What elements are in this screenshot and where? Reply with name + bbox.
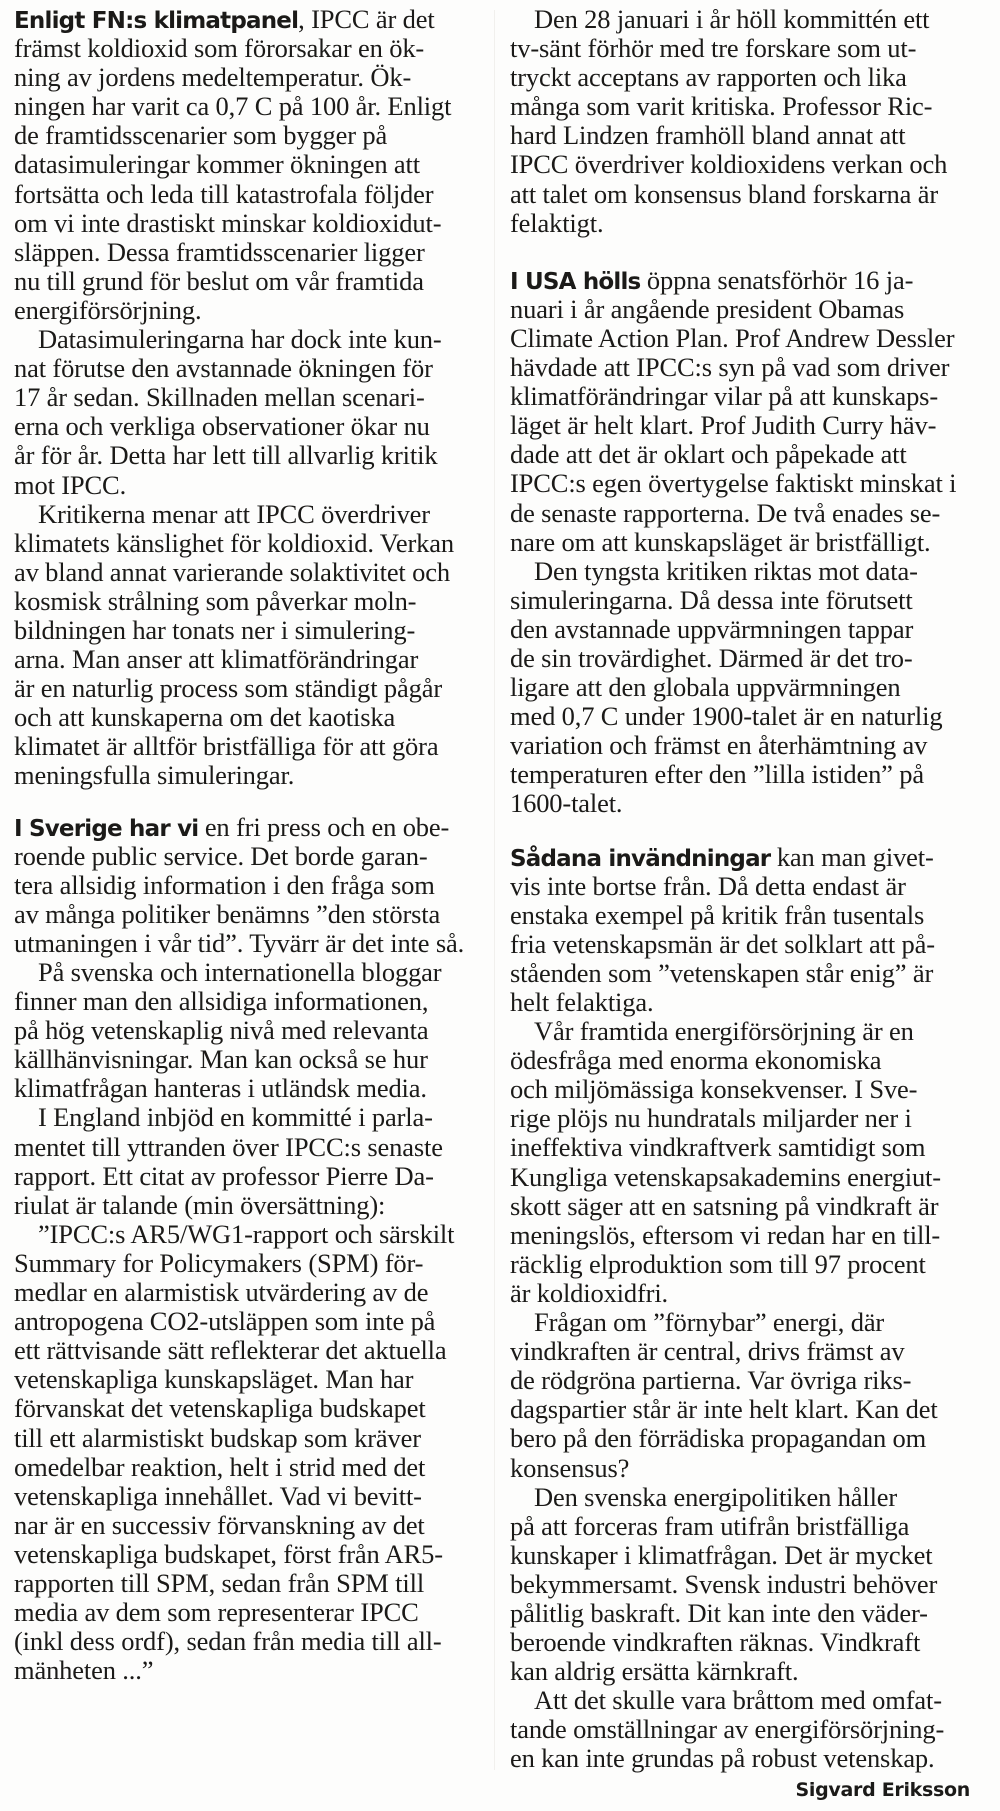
section-spacer bbox=[510, 238, 988, 266]
article-line: klimatfrågan hanteras i utländsk media. bbox=[14, 1073, 427, 1104]
article-line: Kungliga vetenskapsakademins energiut- bbox=[510, 1161, 941, 1192]
left-column bbox=[14, 0, 484, 1685]
article-line: Kritikerna menar att IPCC överdriver bbox=[38, 498, 430, 529]
article-line: ödesfråga med enorma ekonomiska bbox=[510, 1045, 882, 1076]
article-line: fria vetenskapsmän är det solklart att på- bbox=[510, 928, 935, 959]
article-line: simuleringarna. Då dessa inte förutsett bbox=[510, 584, 913, 615]
article-line: roende public service. Det borde garan- bbox=[14, 840, 428, 871]
article-line: erna och verkliga observationer ökar nu bbox=[14, 411, 430, 442]
article-line: variation och främst en återhämtning av bbox=[510, 730, 928, 761]
line-text: en fri press och en obe- bbox=[198, 811, 450, 842]
article-line: konsensus? bbox=[510, 1452, 630, 1483]
article-line: nuari i år angående president Obamas bbox=[510, 293, 905, 324]
article-line: på att forceras fram utifrån bristfälliga bbox=[510, 1510, 910, 1541]
article-line: beroende vindkraften räknas. Vindkraft bbox=[510, 1627, 921, 1658]
quote-line: till ett alarmistiskt budskap som kräver bbox=[14, 1422, 421, 1453]
article-line: Vår framtida energiförsörjning är en bbox=[534, 1016, 914, 1047]
article-line: datasimuleringar kommer ökningen att bbox=[14, 149, 420, 180]
section-spacer bbox=[14, 791, 484, 813]
article-line: skott säger att en satsning på vindkraft är bbox=[510, 1190, 939, 1221]
article-line: tera allsidig information i den fråga som bbox=[14, 869, 435, 900]
article-line: riulat är talande (min översättning): bbox=[14, 1189, 386, 1220]
article-line: läget är helt klart. Prof Judith Curry häv- bbox=[510, 410, 937, 441]
article-line: ningen har varit ca 0,7 C på 100 år. Enligt bbox=[14, 91, 452, 122]
line-text: öppna senatsförhör 16 ja- bbox=[640, 264, 914, 295]
article-line: de rödgröna partierna. Var övriga riks- bbox=[510, 1365, 912, 1396]
article-line: klimatets känslighet för koldioxid. Verkan bbox=[14, 527, 454, 558]
article-line bbox=[14, 5, 484, 34]
article-line: nare om att kunskapsläget är bristfälligt. bbox=[510, 526, 931, 557]
article-line: Datasimuleringarna har dock inte kun- bbox=[38, 324, 442, 355]
quote-line: omedelbar reaktion, helt i strid med det bbox=[14, 1451, 426, 1482]
article-line: rige plöjs nu hundratals miljarder ner i bbox=[510, 1103, 912, 1134]
quote-line: ett rättvisande sätt reflekterar det aktuella bbox=[14, 1335, 447, 1366]
article-line: IPCC överdriver koldioxidens verkan och bbox=[510, 149, 948, 180]
article-line: rapport. Ett citat av professor Pierre Da- bbox=[14, 1160, 434, 1191]
quote-line: nar är en successiv förvanskning av det bbox=[14, 1509, 425, 1540]
quote-line: medlar en alarmistisk utvärdering av de bbox=[14, 1277, 429, 1308]
article-line: IPCC:s egen övertygelse faktiskt minskat i bbox=[510, 468, 957, 499]
section-spacer bbox=[510, 819, 988, 843]
article-line: meningsfulla simuleringar. bbox=[14, 760, 295, 791]
article-line: och miljömässiga konsekvenser. I Sve- bbox=[510, 1074, 918, 1105]
quote-line: (inkl dess ordf), sedan från media till all- bbox=[14, 1626, 442, 1657]
article-line: av bland annat varierande solaktivitet och bbox=[14, 556, 450, 587]
article-line: bildningen har tonats ner i simulering- bbox=[14, 614, 416, 645]
article-line: av många politiker benämns ”den största bbox=[14, 898, 441, 929]
article-line: kan aldrig ersätta kärnkraft. bbox=[510, 1656, 799, 1687]
article-line: den avstannade uppvärmningen tappar bbox=[510, 613, 914, 644]
article-line bbox=[510, 266, 988, 295]
article-line: källhänvisningar. Man kan också se hur bbox=[14, 1044, 428, 1075]
article-line: På svenska och internationella bloggar bbox=[38, 957, 442, 987]
article-line: klimatet är alltför bristfälliga för att göra bbox=[14, 731, 439, 762]
article-line: om vi inte drastiskt minskar koldioxidut- bbox=[14, 207, 442, 238]
article-line: de sin trovärdighet. Därmed är det tro- bbox=[510, 642, 913, 673]
article-line: mentet till yttranden över IPCC:s senaste bbox=[14, 1131, 443, 1162]
article-line: tande omställningar av energiförsörjning- bbox=[510, 1714, 945, 1745]
line-text: kan man givet- bbox=[770, 841, 934, 872]
lead-in-heading: I USA hölls bbox=[510, 268, 641, 295]
article-line: främst koldioxid som förorsakar en ök- bbox=[14, 33, 425, 64]
article-line: en kan inte grundas på robust vetenskap. bbox=[510, 1743, 935, 1774]
section-invandningar bbox=[510, 843, 988, 1774]
quote-line: ”IPCC:s AR5/WG1-rapport och särskilt bbox=[38, 1218, 455, 1249]
section-ipcc bbox=[14, 5, 484, 791]
article-line: bero på den förrädiska propagandan om bbox=[510, 1423, 927, 1454]
article-line: vis inte bortse från. Då detta endast är bbox=[510, 870, 906, 901]
article-line: helt felaktiga. bbox=[510, 987, 654, 1017]
article-line: och att kunskaperna om det kaotiska bbox=[14, 702, 396, 733]
article-line: Frågan om ”förnybar” energi, där bbox=[534, 1307, 885, 1338]
quote-line: vetenskapliga budskapet, först från AR5- bbox=[14, 1538, 443, 1569]
article-line: nu till grund för beslut om vår framtida bbox=[14, 265, 424, 296]
article-line: ligare att den globala uppvärmningen bbox=[510, 672, 901, 703]
quote-line: förvanskat det vetenskapliga budskapet bbox=[14, 1393, 426, 1424]
article-line: Den tyngsta kritiken riktas mot data- bbox=[534, 555, 918, 586]
article-line: hävdade att IPCC:s syn på vad som driver bbox=[510, 352, 950, 383]
article-line: de framtidsscenarier som bygger på bbox=[14, 120, 388, 151]
article-line: klimatförändringar vilar på att kunskaps- bbox=[510, 381, 939, 412]
article-line: hard Lindzen framhöll bland annat att bbox=[510, 120, 906, 151]
article-line: de senaste rapporterna. De två enades se- bbox=[510, 497, 941, 528]
article-line: ståenden som ”vetenskapen står enig” är bbox=[510, 957, 934, 988]
article-line: Att det skulle vara bråttom med omfat- bbox=[534, 1685, 942, 1716]
article-line: energiförsörjning. bbox=[14, 294, 202, 325]
quote-line: vetenskapliga innehållet. Vad vi bevitt- bbox=[14, 1480, 422, 1511]
article-line: kunskaper i klimatfrågan. Det är mycket bbox=[510, 1539, 933, 1570]
quote-line: vetenskapliga kunskapsläget. Man har bbox=[14, 1364, 414, 1395]
author-byline: Sigvard Eriksson bbox=[795, 1778, 970, 1801]
lead-in-heading: Sådana invändningar bbox=[510, 845, 771, 872]
article-line: I England inbjöd en kommitté i parla- bbox=[38, 1102, 433, 1133]
article-line: Den 28 januari i år höll kommittén ett bbox=[534, 4, 930, 34]
article-line: ineffektiva vindkraftverk samtidigt som bbox=[510, 1132, 926, 1163]
article-line: felaktigt. bbox=[510, 207, 604, 238]
article-line: pålitlig baskraft. Dit kan inte den väder- bbox=[510, 1597, 928, 1628]
article-line: på hög vetenskaplig nivå med relevanta bbox=[14, 1015, 429, 1046]
article-line: mot IPCC. bbox=[14, 469, 127, 500]
article-line: många som varit kritiska. Professor Ric- bbox=[510, 91, 933, 122]
article-line: ning av jordens medeltemperatur. Ök- bbox=[14, 62, 412, 93]
article-line: är koldioxidfri. bbox=[510, 1277, 669, 1308]
article-line: utmaningen i vår tid”. Tyvärr är det inte så. bbox=[14, 927, 465, 958]
article-line: med 0,7 C under 1900-talet är en naturlig bbox=[510, 701, 943, 732]
quote-line: mänheten ...” bbox=[14, 1655, 154, 1686]
article-line: tv-sänt förhör med tre forskare som ut- bbox=[510, 33, 917, 64]
article-line: dade att det är oklart och påpekade att bbox=[510, 439, 907, 470]
article-line: kosmisk strålning som påverkar moln- bbox=[14, 585, 417, 616]
article-line: temperaturen efter den ”lilla istiden” på bbox=[510, 759, 924, 790]
quote-line: rapporten till SPM, sedan från SPM till bbox=[14, 1567, 425, 1598]
article-line: år för år. Detta har lett till allvarlig kritik bbox=[14, 440, 438, 471]
article-line: är en naturlig process som ständigt pågår bbox=[14, 673, 443, 704]
article-line: dagspartier står är inte helt klart. Kan det bbox=[510, 1394, 938, 1425]
article-line: vindkraften är central, drivs främst av bbox=[510, 1336, 905, 1367]
article-line bbox=[510, 843, 988, 872]
section-sverige bbox=[14, 813, 484, 1686]
article-line: finner man den allsidiga informationen, bbox=[14, 986, 429, 1017]
line-text: , IPCC är det bbox=[298, 4, 435, 34]
article-line: räcklig elproduktion som till 97 procent bbox=[510, 1248, 926, 1279]
column-gutter bbox=[494, 10, 495, 1770]
lead-in-heading: Enligt FN:s klimatpanel bbox=[14, 8, 299, 34]
article-line: meningslös, eftersom vi redan har en till- bbox=[510, 1219, 941, 1250]
article-line: arna. Man anser att klimatförändringar bbox=[14, 644, 419, 675]
lead-in-heading: I Sverige har vi bbox=[14, 815, 199, 842]
article-line: Den svenska energipolitiken håller bbox=[534, 1481, 898, 1512]
article-line: att talet om konsensus bland forskarna är bbox=[510, 178, 939, 209]
article-line: Climate Action Plan. Prof Andrew Dessler bbox=[510, 322, 955, 353]
article-line: släppen. Dessa framtidsscenarier ligger bbox=[14, 236, 425, 267]
quote-line: antropogena CO2-utsläppen som inte på bbox=[14, 1306, 436, 1337]
article-line: 1600-talet. bbox=[510, 788, 623, 819]
article-line: enstaka exempel på kritik från tusentals bbox=[510, 899, 925, 930]
article-line bbox=[14, 813, 484, 842]
quote-line: media av dem som representerar IPCC bbox=[14, 1597, 419, 1628]
article-line: nat förutse den avstannade ökningen för bbox=[14, 353, 433, 384]
quote-line: Summary for Policymakers (SPM) för- bbox=[14, 1247, 424, 1278]
section-kommitten bbox=[510, 5, 988, 238]
article-line: tryckt acceptans av rapporten och lika bbox=[510, 62, 907, 93]
article-line: bekymmersamt. Svensk industri behöver bbox=[510, 1568, 938, 1599]
article-line: 17 år sedan. Skillnaden mellan scenari- bbox=[14, 382, 425, 413]
right-column bbox=[510, 0, 988, 1806]
article-line: fortsätta och leda till katastrofala följder bbox=[14, 178, 434, 209]
section-usa bbox=[510, 266, 988, 819]
